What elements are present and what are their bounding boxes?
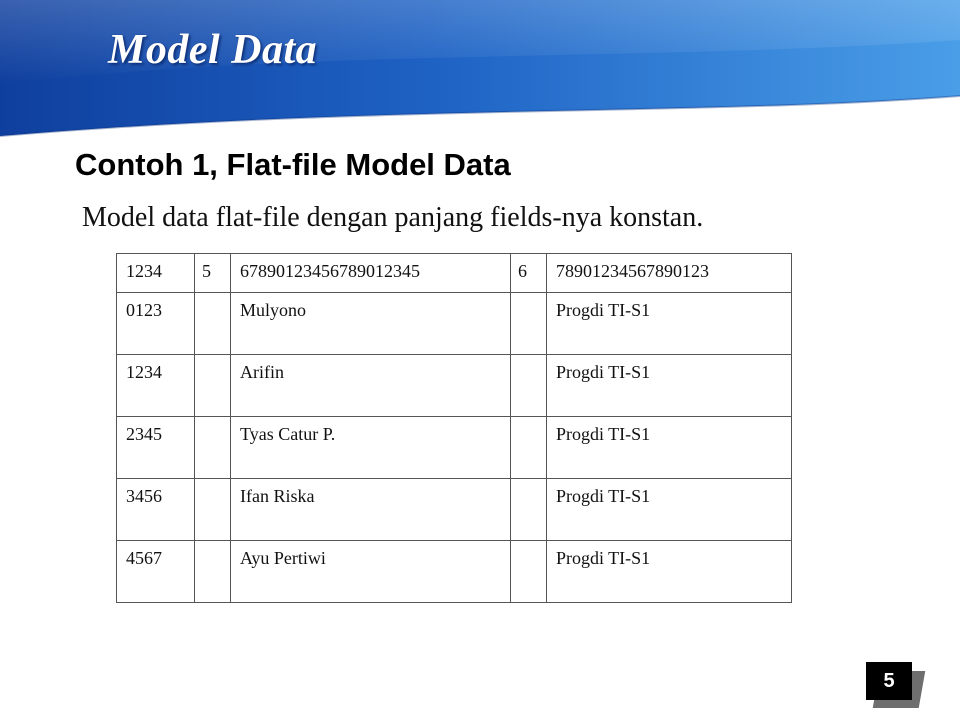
slide-description: Model data flat-file dengan panjang fields-nya konstan. <box>82 202 704 233</box>
table-cell: Tyas Catur P. <box>231 417 511 479</box>
table-row <box>117 293 792 355</box>
table-cell: 0123 <box>117 293 195 355</box>
table-header-row <box>117 254 792 293</box>
slide-title: Model Data <box>108 27 318 73</box>
table-cell: 67890123456789012345 <box>231 254 511 293</box>
table-row <box>117 355 792 417</box>
table-cell: Arifin <box>231 355 511 417</box>
table-cell: Ayu Pertiwi <box>231 541 511 603</box>
table-row <box>117 479 792 541</box>
table-row <box>117 417 792 479</box>
slide-subtitle: Contoh 1, Flat-file Model Data <box>75 147 511 182</box>
table-cell: Ifan Riska <box>231 479 511 541</box>
table-cell: 2345 <box>117 417 195 479</box>
table-cell: 78901234567890123 <box>547 254 792 293</box>
page-number-badge <box>866 662 922 708</box>
table-cell: Progdi TI-S1 <box>547 355 792 417</box>
table-cell <box>511 293 547 355</box>
table-cell: 6 <box>511 254 547 293</box>
table-cell: 1234 <box>117 254 195 293</box>
table-cell <box>195 417 231 479</box>
table-cell: Progdi TI-S1 <box>547 293 792 355</box>
table-cell <box>195 355 231 417</box>
table-cell <box>195 479 231 541</box>
flat-file-table <box>116 253 792 603</box>
table-cell <box>511 479 547 541</box>
table-cell <box>195 541 231 603</box>
table-cell <box>511 417 547 479</box>
table-cell: 1234 <box>117 355 195 417</box>
table-row <box>117 541 792 603</box>
table-cell: Mulyono <box>231 293 511 355</box>
table-cell: 3456 <box>117 479 195 541</box>
table-cell <box>511 355 547 417</box>
table-cell: Progdi TI-S1 <box>547 417 792 479</box>
table-cell: Progdi TI-S1 <box>547 479 792 541</box>
page-number: 5 <box>866 662 912 700</box>
table-cell: 4567 <box>117 541 195 603</box>
table-cell <box>195 293 231 355</box>
table-cell: Progdi TI-S1 <box>547 541 792 603</box>
table-cell: 5 <box>195 254 231 293</box>
table-cell <box>511 541 547 603</box>
